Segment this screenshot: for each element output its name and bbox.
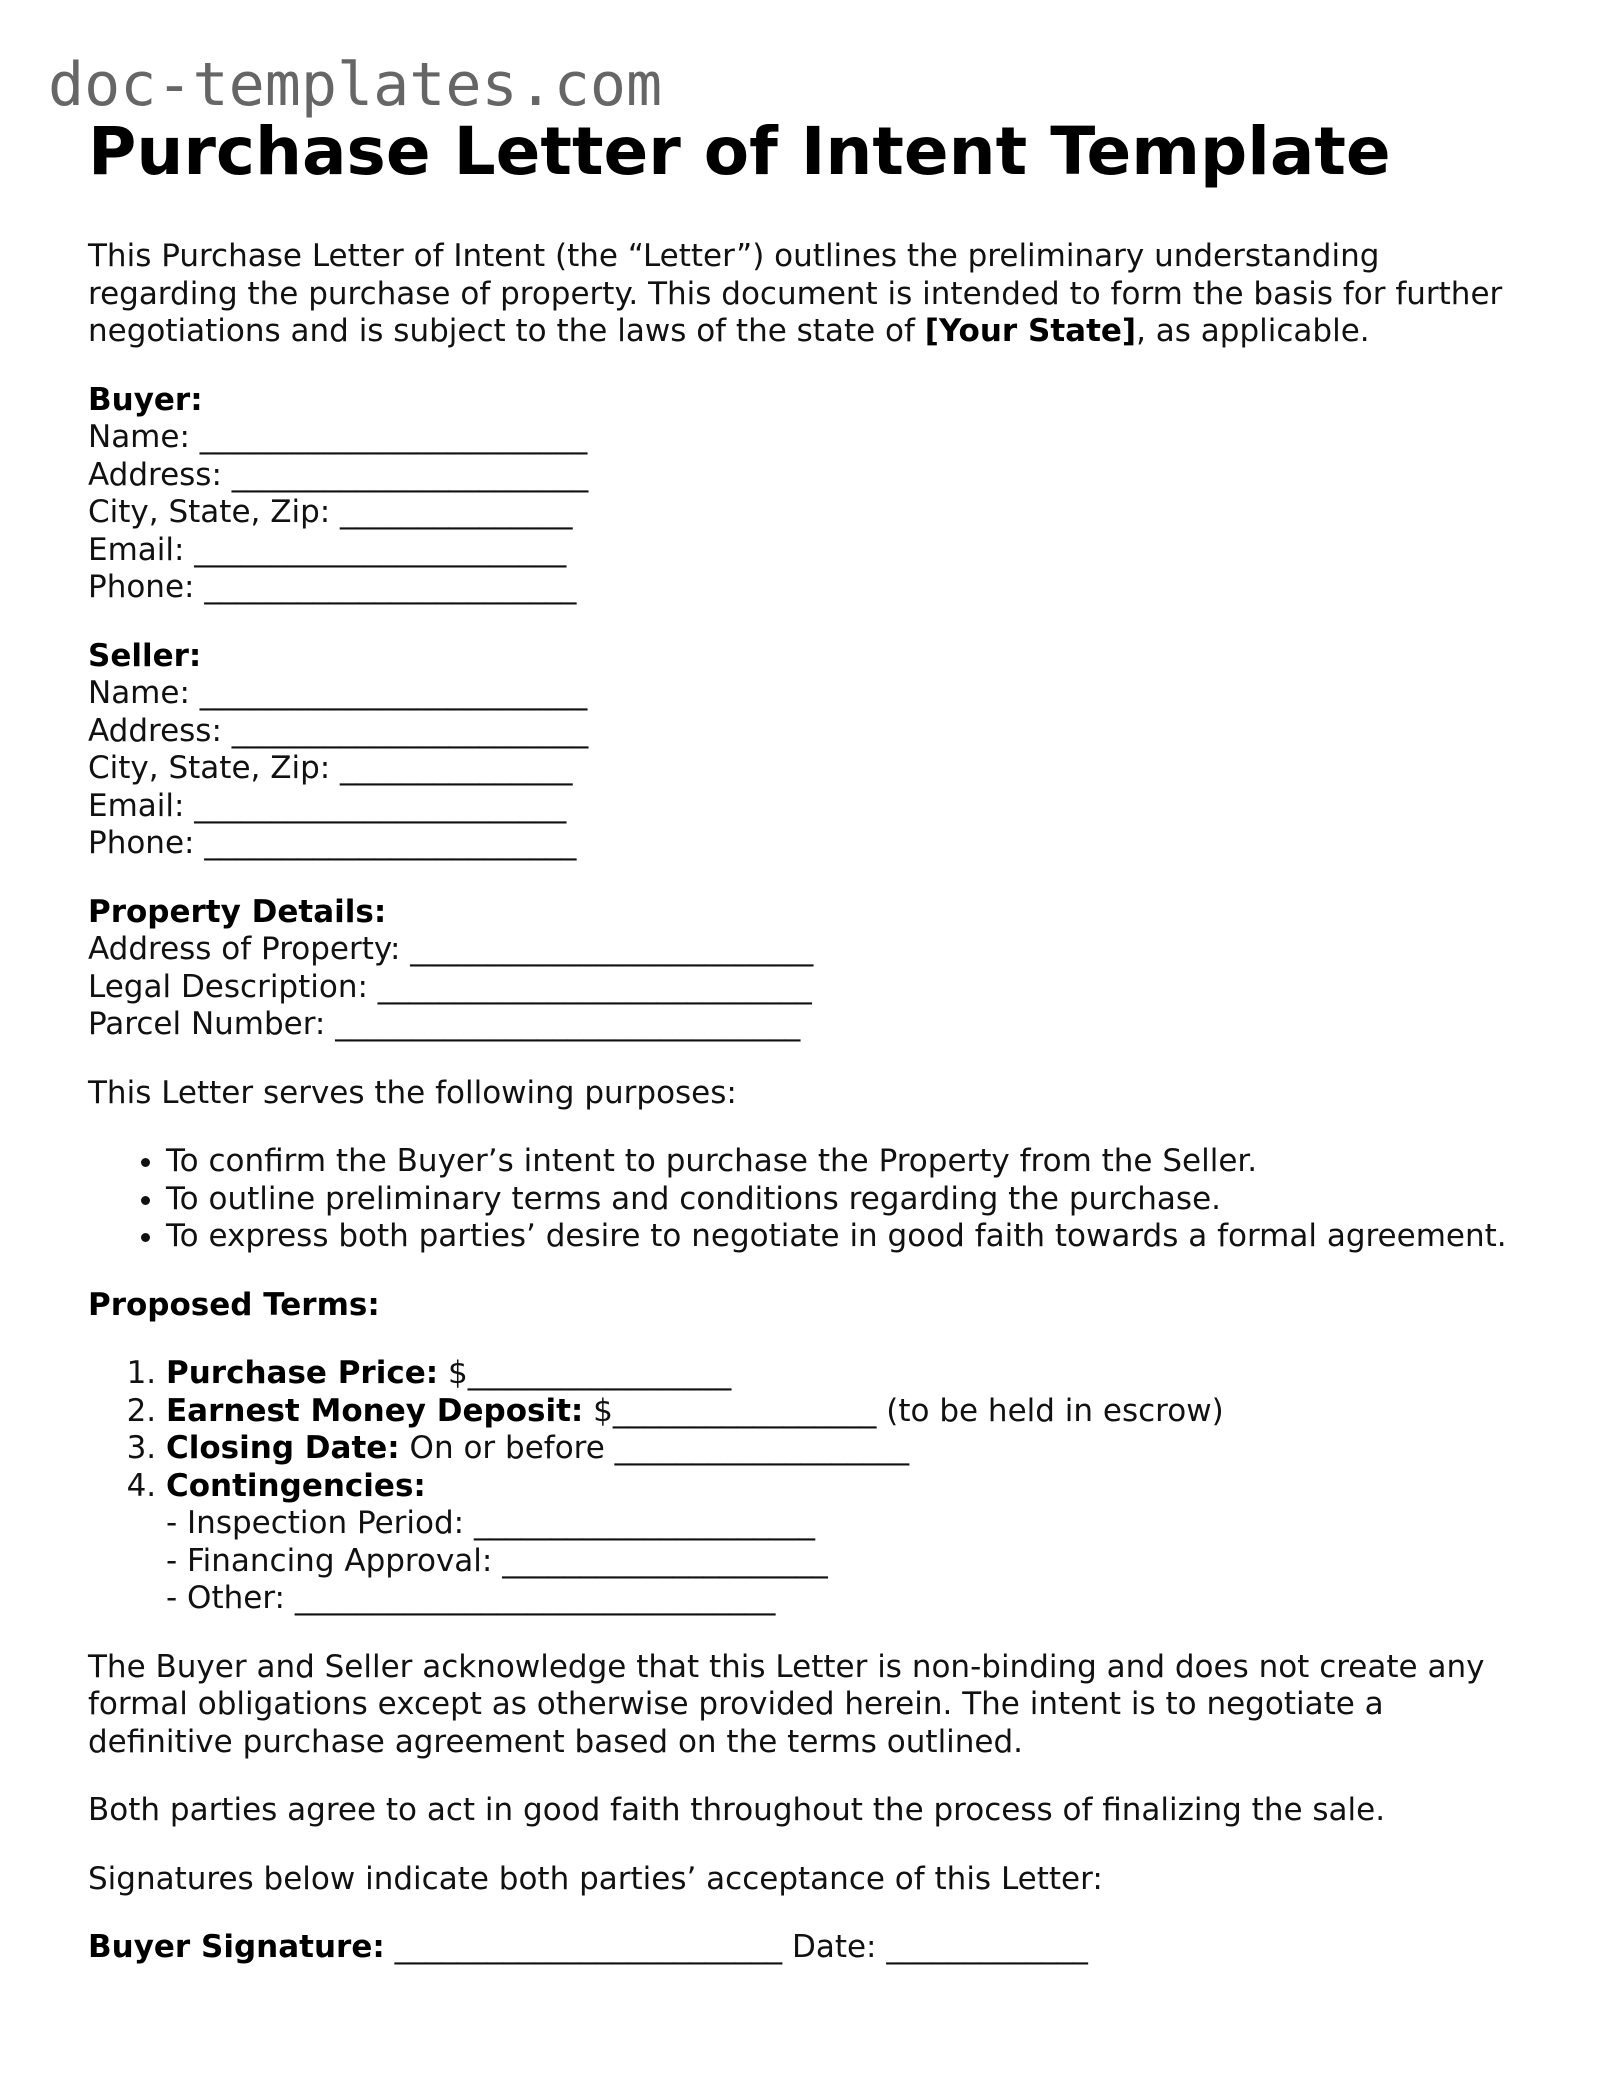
intro-text-after: , as applicable.: [1136, 313, 1370, 349]
earnest-deposit-label: Earnest Money Deposit:: [166, 1392, 584, 1429]
document-body: [88, 110, 1528, 1998]
good-faith-paragraph: Both parties agree to act in good faith throughout the process of finalizing the sale.: [88, 1792, 1386, 1828]
seller-section: [88, 638, 1528, 863]
terms-list: [88, 1355, 1528, 1618]
buyer-address-field[interactable]: Address: _______________________: [88, 456, 589, 493]
property-legal-field[interactable]: Legal Description: ____________________________: [88, 968, 812, 1005]
purchase-price-label: Purchase Price:: [166, 1355, 439, 1391]
inspection-period-field[interactable]: - Inspection Period: ______________________: [166, 1505, 815, 1541]
buyer-section: [88, 382, 1528, 607]
intro-state-placeholder: [Your State]: [924, 313, 1137, 349]
signatures-intro: Signatures below indicate both parties’ acceptance of this Letter:: [88, 1860, 1103, 1897]
purchase-price-field[interactable]: $_________________: [438, 1355, 732, 1391]
buyer-email-field[interactable]: Email: ________________________: [88, 531, 567, 568]
closing-date-label: Closing Date:: [166, 1430, 400, 1466]
list-item: • To confirm the Buyer’s intent to purchase the Property from the Seller.: [166, 1143, 1528, 1181]
property-section: [88, 894, 1528, 1044]
term-purchase-price: [166, 1355, 1528, 1393]
financing-approval-field[interactable]: - Financing Approval: _____________________: [166, 1542, 828, 1579]
buyer-signature-label: Buyer Signature:: [88, 1929, 385, 1965]
seller-heading: Seller:: [88, 637, 202, 674]
term-earnest-deposit: [166, 1393, 1528, 1431]
term-closing-date: [166, 1430, 1528, 1468]
page-title: Purchase Letter of Intent Template: [88, 113, 1391, 190]
buyer-heading: Buyer:: [88, 381, 203, 418]
watermark-logo: doc-templates.com: [48, 50, 663, 120]
buyer-city-field[interactable]: City, State, Zip: _______________: [88, 494, 573, 530]
list-item: • To outline preliminary terms and conditions regarding the purchase.: [166, 1181, 1528, 1219]
buyer-phone-field[interactable]: Phone: ________________________: [88, 569, 577, 605]
seller-phone-field[interactable]: Phone: ________________________: [88, 825, 577, 861]
seller-name-field[interactable]: Name: _________________________: [88, 675, 588, 711]
closing-date-field[interactable]: On or before ___________________: [399, 1430, 910, 1466]
terms-heading: [88, 1287, 1528, 1325]
contingencies-label: Contingencies:: [166, 1467, 426, 1504]
buyer-signature-line: [88, 1929, 1528, 1967]
earnest-deposit-field[interactable]: $_________________ (to be held in escrow): [583, 1392, 1224, 1429]
buyer-signature-field[interactable]: _________________________ Date: _____________: [384, 1929, 1088, 1965]
property-address-field[interactable]: Address of Property: __________________________: [88, 931, 814, 967]
seller-email-field[interactable]: Email: ________________________: [88, 787, 567, 824]
purposes-intro: This Letter serves the following purposes:: [88, 1074, 737, 1111]
property-parcel-field[interactable]: Parcel Number: ______________________________: [88, 1006, 801, 1042]
buyer-name-field[interactable]: Name: _________________________: [88, 419, 588, 455]
seller-city-field[interactable]: City, State, Zip: _______________: [88, 750, 573, 786]
seller-address-field[interactable]: Address: _______________________: [88, 712, 589, 749]
term-contingencies: [166, 1468, 1528, 1618]
other-contingency-field[interactable]: - Other: _______________________________: [166, 1580, 776, 1616]
purposes-list: [88, 1143, 1528, 1256]
list-item: • To express both parties’ desire to negotiate in good faith towards a formal agreement.: [166, 1218, 1528, 1256]
terms-heading-text: Proposed Terms:: [88, 1286, 380, 1323]
acknowledgement-paragraph: The Buyer and Seller acknowledge that this Letter is non-binding and does not create any formal obligations except as otherwise provided herein. The intent is to negotiate a definitive purchase agreement based on the terms outlined.: [88, 1648, 1485, 1760]
intro-text-before: This Purchase Letter of Intent (the “Letter”) outlines the preliminary understanding regarding the purchase of property. This document is intended to form the basis for further negotiations and is subject to the laws of the state of: [88, 238, 1503, 349]
property-heading: Property Details:: [88, 893, 387, 930]
intro-paragraph: [88, 238, 1528, 351]
